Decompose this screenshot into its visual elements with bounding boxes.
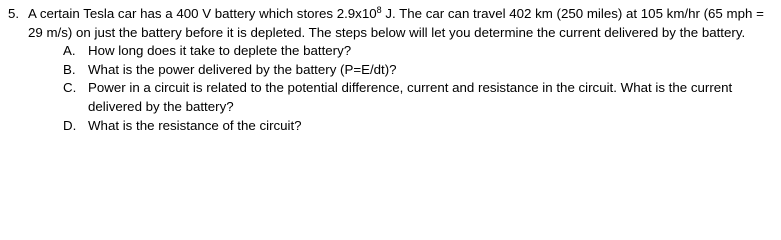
sub-question-a	[63, 42, 774, 61]
sub-question-letter: C.	[63, 80, 77, 96]
sub-question-letter: B.	[63, 61, 76, 77]
problem-statement	[8, 5, 774, 42]
sub-question-list	[8, 42, 774, 135]
intro-text-start: A certain Tesla car has a 400 V battery which stores 2.9x10	[28, 6, 377, 21]
problem-intro	[28, 5, 774, 42]
problem-number: 5.	[8, 6, 20, 21]
sub-question-d	[63, 117, 774, 136]
sub-question-letter: A.	[63, 43, 76, 59]
sub-question-b	[63, 61, 774, 80]
problem-5	[8, 5, 774, 135]
sub-question-c	[63, 79, 774, 116]
sub-question-text: What is the power delivered by the battery (P=E/dt)?	[88, 61, 397, 77]
sub-question-text: Power in a circuit is related to the potential difference, current and resistance in the circuit. What is the current delivered by the battery?	[88, 80, 733, 114]
sub-question-text: How long does it take to deplete the battery?	[88, 43, 352, 59]
intro-text-end: J. The car can travel 402 km (250 miles) at 105 km/hr (65 mph = 29 m/s) on just the battery before it is depleted. The steps below will let you determine the current delivered by the battery.	[28, 6, 764, 40]
sub-question-letter: D.	[63, 117, 77, 133]
energy-exponent: 8	[376, 5, 382, 15]
sub-question-text: What is the resistance of the circuit?	[88, 117, 302, 133]
